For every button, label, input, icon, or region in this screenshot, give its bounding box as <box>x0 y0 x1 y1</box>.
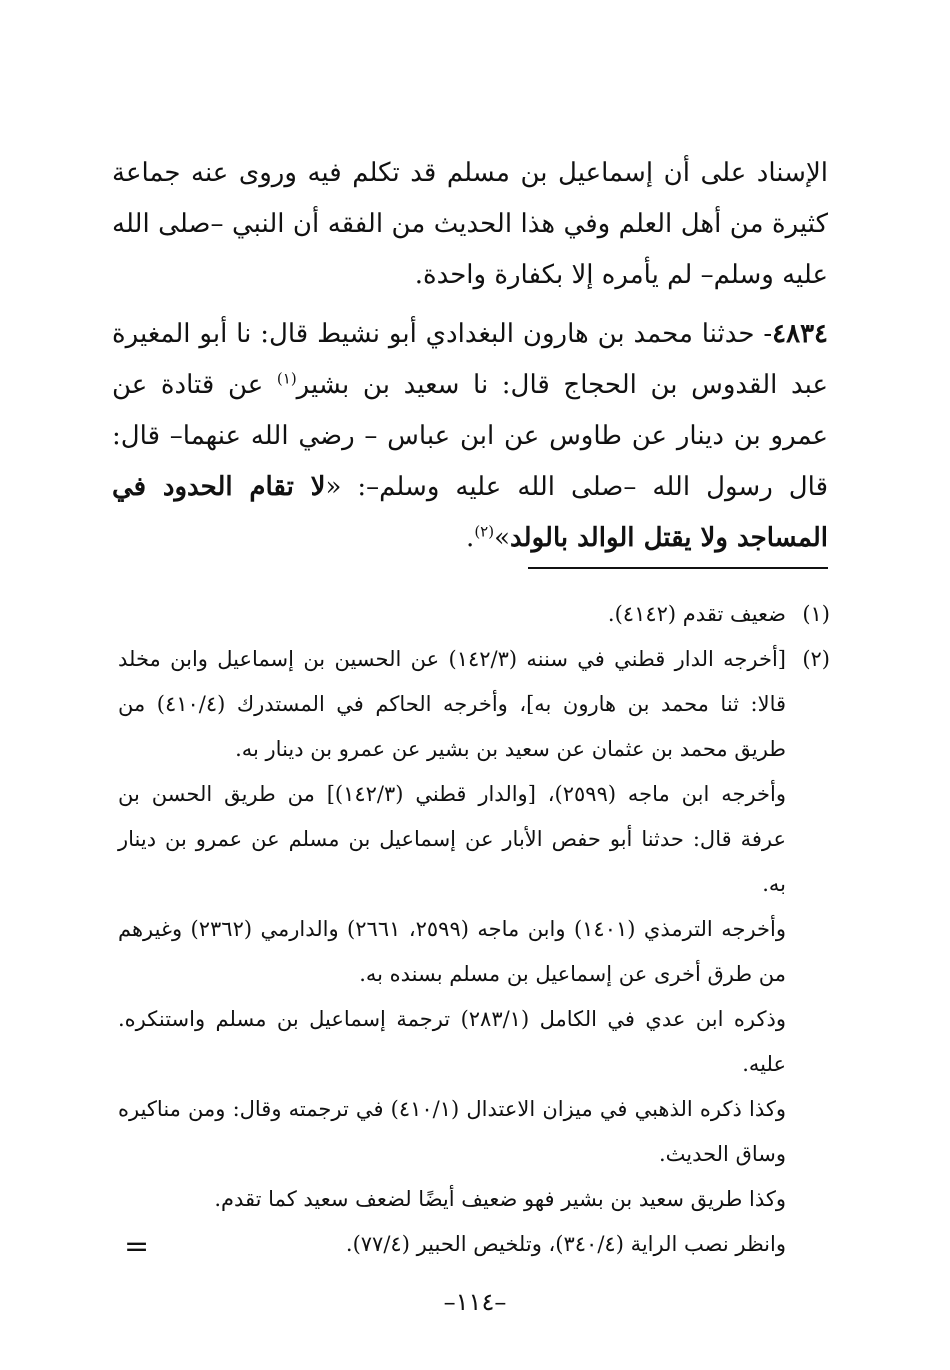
page-number: –١١٤– <box>443 1288 507 1316</box>
hadith-isnad-continued: عن قتادة عن عمرو بن دينار عن طاوس عن ابن عباس – رضي الله عنهما– قال: قال رسول الله –صلى الله عليه وسلم–: « <box>112 370 829 502</box>
footnote-2-paragraph-4: وذكره ابن عدي في الكامل (٢٨٣/١) ترجمة إسماعيل بن مسلم واستنكره. عليه. <box>118 1007 786 1076</box>
footnote-2-paragraph-7: وانظر نصب الراية (٣٤٠/٤)، وتلخيص الحبير (٧٧/٤). <box>345 1232 786 1256</box>
hadith-close-quote: » <box>494 523 511 553</box>
footnote-1-marker: (١) <box>802 602 830 626</box>
footnote-2-paragraph-2: وأخرجه ابن ماجه (٢٥٩٩)، [والدار قطني (١٤٢/٣)] من طريق الحسن بن عرفة قال: حدثنا أبو حفص الأبار عن إسماعيل بن مسلم عن عمرو بن دينار به. <box>118 782 786 896</box>
footnote-2-paragraph-6: وكذا طريق سعيد بن بشير فهو ضعيف أيضًا لضعف سعيد كما تقدم. <box>214 1187 786 1211</box>
hadith-end-period: . <box>466 523 475 553</box>
paragraph-hadith <box>112 309 828 564</box>
footnote-separator-rule <box>528 567 828 569</box>
continuation-mark: = <box>124 1229 150 1264</box>
footnotes-block <box>118 592 830 1267</box>
hadith-number: ٤٨٣٤ <box>772 319 829 349</box>
hadith-matn: لا تقام الحدود في المساجد ولا يقتل الوالد بالولد <box>112 472 828 553</box>
footnote-2-paragraph-3: وأخرجه الترمذي (١٤٠١) وابن ماجه (٢٥٩٩، ٢٦٦١) والدارمي (٢٣٦٢) وغيرهم من طرق أخرى عن إسماعيل بن مسلم بسنده به. <box>118 917 786 986</box>
footnote-1 <box>118 592 830 637</box>
paragraph-commentary: الإسناد على أن إسماعيل بن مسلم قد تكلم فيه وروى عنه جماعة كثيرة من أهل العلم وفي هذا الحديث من الفقه أن النبي –صلى الله عليه وسلم– لم يأمره إلا بكفارة واحدة. <box>112 158 828 290</box>
footnote-ref-1: (١) <box>276 369 297 388</box>
hadith-isnad: حدثنا محمد بن هارون البغدادي أبو نشيط قال: نا أبو المغيرة عبد القدوس بن الحجاج قال: نا سعيد بن بشير <box>112 319 828 400</box>
hadith-dash: - <box>754 319 773 349</box>
footnote-2-paragraph-5: وكذا ذكره الذهبي في ميزان الاعتدال (٤١٠/١) في ترجمته وقال: ومن مناكيره وساق الحديث. <box>118 1097 786 1166</box>
main-text-block <box>112 148 828 564</box>
footnote-1-text: ضعيف تقدم (٤١٤٢). <box>607 602 786 626</box>
footnote-2-paragraph-1: [أخرجه الدار قطني في سننه (١٤٢/٣) عن الحسين بن إسماعيل وابن مخلد قالا: ثنا محمد بن هارون به]، وأخرجه الحاكم في المستدرك (٤١٠/٤) من طريق محمد بن عثمان عن سعيد بن بشير عن عمرو بن دينار به. <box>118 647 787 761</box>
footnote-ref-2: (٢) <box>474 522 495 541</box>
footnote-2-marker: (٢) <box>802 647 830 671</box>
footnote-2 <box>118 637 830 1267</box>
